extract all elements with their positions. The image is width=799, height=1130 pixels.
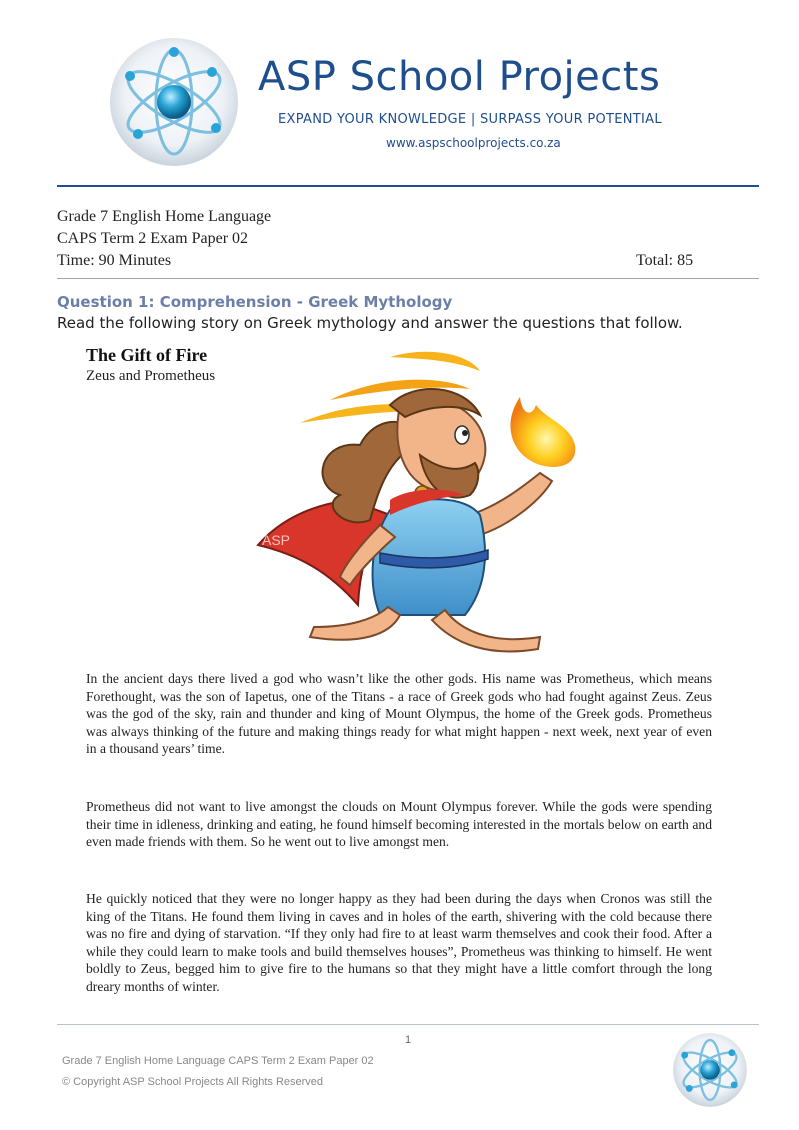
footer-copyright: © Copyright ASP School Projects All Rights Reserved [62, 1076, 324, 1088]
page-number: 1 [405, 1034, 412, 1046]
header-divider [57, 185, 759, 187]
paper-time: Time: 90 Minutes [57, 252, 172, 269]
illustration-watermark: ASP [262, 532, 291, 548]
paper-total: Total: 85 [636, 252, 694, 269]
info-divider [57, 278, 759, 279]
story-paragraph-2: Prometheus did not want to live amongst the clouds on Mount Olympus forever. While the gods were spending their time in idleness, drinking and eating, he found himself becoming interested in the mortals below on earth and even made friends with them. So he went out to live amongst men. [86, 799, 712, 850]
story-subtitle: Zeus and Prometheus [86, 368, 216, 384]
footer-divider [57, 1024, 759, 1025]
question-title: Question 1: Comprehension - Greek Mythology [57, 293, 453, 311]
footer-atom-logo-icon [672, 1032, 748, 1108]
brand-url[interactable]: www.aspschoolprojects.co.za [386, 136, 561, 150]
footer-paper-line: Grade 7 English Home Language CAPS Term 2 Exam Paper 02 [62, 1055, 374, 1067]
question-instruction: Read the following story on Greek mythology and answer the questions that follow. [57, 314, 683, 332]
paper-name: CAPS Term 2 Exam Paper 02 [57, 230, 249, 247]
brand-tagline: EXPAND YOUR KNOWLEDGE | SURPASS YOUR POTENTIAL [278, 112, 662, 127]
story-title: The Gift of Fire [86, 345, 208, 365]
story-paragraph-3: He quickly noticed that they were no longer happy as they had been during the days when Cronos was still the king of the Titans. He found them living in caves and in holes of the earth, shivering with the cold because there was no fire and dying of starvation. “If they only had fire to at least warm themselves and cook their food. After a while they could learn to make tools and build themselves houses”, Prometheus was thinking to himself. He went boldly to Zeus, begged him to give fire to the humans so that they might have a little comfort through the long dreary months of winter. [86, 891, 712, 994]
story-paragraph-1: In the ancient days there lived a god who wasn’t like the other gods. His name was Prometheus, which means Forethought, was the son of Iapetus, one of the Titans - a race of Greek gods who had fought against Zeus. Zeus was the god of the sky, rain and thunder and king of Mount Olympus, the home of the Greek gods. Prometheus was always thinking of the future and making things ready for what might happen - next week, next year of even in a thousand years’ time. [86, 671, 712, 757]
brand-title: ASP School Projects [258, 54, 661, 100]
atom-logo-icon [108, 36, 240, 168]
prometheus-fire-illustration [240, 345, 600, 665]
paper-subject: Grade 7 English Home Language [57, 208, 272, 225]
